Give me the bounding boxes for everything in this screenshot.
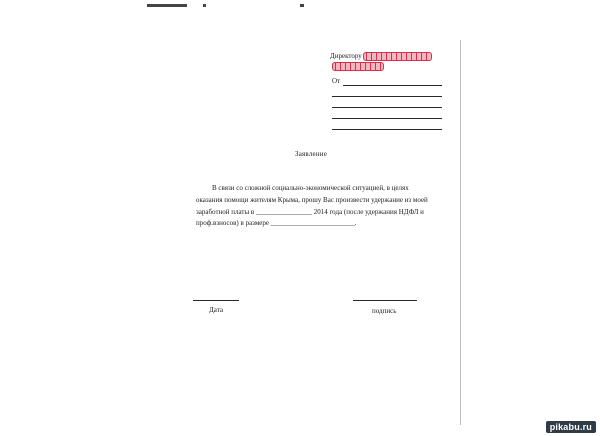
from-blank-line [343, 78, 442, 86]
scan-artifact-mark [300, 4, 304, 7]
date-blank-line [193, 300, 239, 301]
director-label: Директору [330, 52, 362, 61]
from-label: От [332, 77, 341, 86]
director-line [330, 52, 442, 71]
scan-artifact-mark [147, 4, 187, 7]
pikabu-watermark: pikabu.ru [546, 421, 596, 433]
body-line: В связи со сложной социально-экономической ситуацией, в целях [212, 184, 409, 192]
from-row [332, 77, 442, 86]
scan-page-edge [460, 40, 461, 425]
body-line: заработной платы в ________________ 2014 года (после удержания НДФЛ и [196, 207, 424, 216]
statement-body [196, 183, 436, 230]
blank-line [332, 119, 442, 130]
document-title: Заявление [295, 150, 328, 158]
redacted-director-initials [332, 62, 384, 71]
blank-line [332, 86, 442, 97]
date-label: Дата [209, 306, 223, 314]
blank-line [332, 108, 442, 119]
signature-blank-line [353, 300, 417, 301]
recipient-block [330, 52, 442, 130]
body-line: проф.взносов) в размере ________________________. [196, 219, 357, 228]
signature-label: подпись [372, 307, 397, 315]
redacted-director-name [363, 52, 432, 61]
scan-artifact-mark [203, 4, 206, 7]
body-line: оказания помощи жителям Крыма, прошу Вас произвести удержание из моей [196, 195, 428, 204]
blank-line [332, 97, 442, 108]
